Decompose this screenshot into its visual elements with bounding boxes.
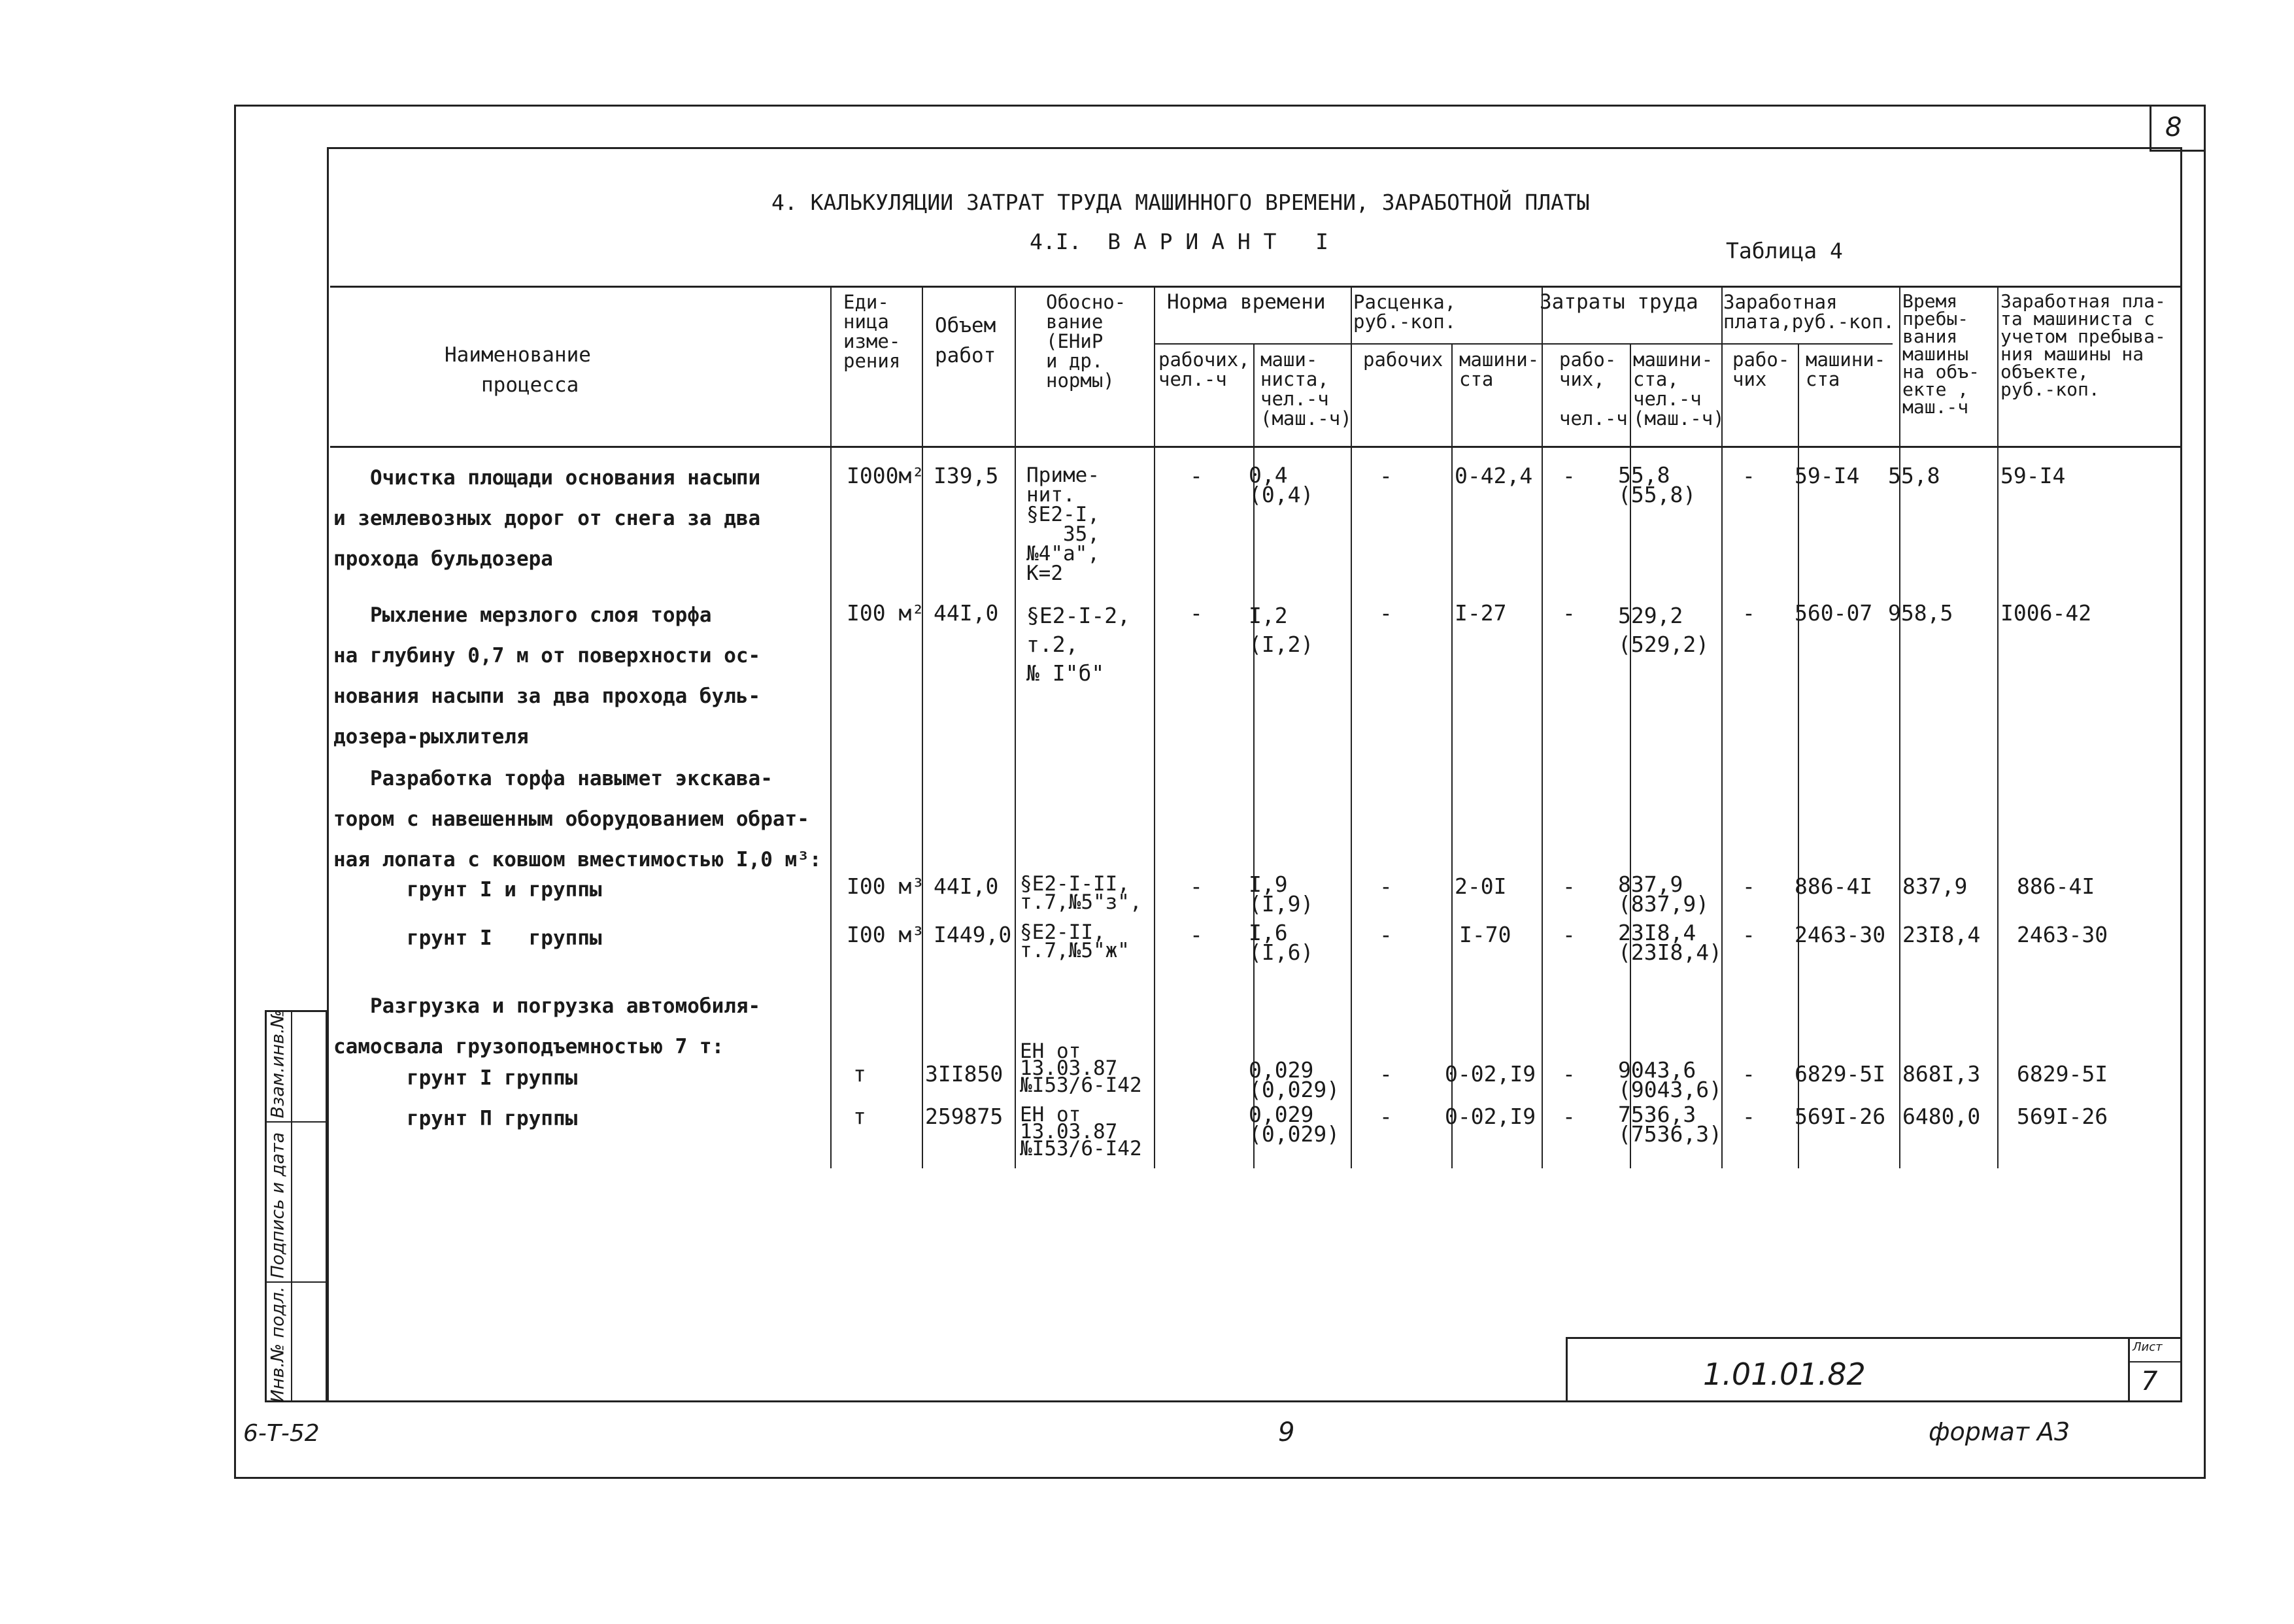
header-wage-workers: рабо- чих xyxy=(1732,348,1790,390)
footer-left: 6-Т-52 xyxy=(243,1420,320,1447)
table-cell-basis: Приме- нит. §Е2-I, 35, №4"а", К=2 xyxy=(1026,464,1100,585)
table-cell-labor-machinist: 837,9 (837,9) xyxy=(1618,871,1710,917)
header-unit: Еди- ница изме- рения xyxy=(843,291,901,372)
table-cell-wage-total: I006-42 xyxy=(2000,600,2092,626)
header-name: Наименование процесса xyxy=(445,343,591,397)
header-stay-time: Время пребы- вания машины на объ- екте , маш.-ч xyxy=(1902,290,1980,418)
table-cell-rate-workers: - xyxy=(1379,873,1392,899)
table-cell-wage-total: 886-4I xyxy=(2017,873,2095,899)
header-wage: Заработная плата,руб.-коп. xyxy=(1723,291,1895,333)
table-cell-norm-workers: - xyxy=(1190,873,1203,899)
table-row-desc: Разгрузка и погрузка автомобиля- самосвала грузоподъемностью 7 т: xyxy=(333,994,761,1058)
table-cell-rate-machinist: 0-02,I9 xyxy=(1445,1104,1536,1129)
table-cell-wage-machinist: 2463-30 xyxy=(1795,922,1886,947)
table-cell-volume: 259875 xyxy=(925,1104,1004,1129)
table-cell-labor-workers: - xyxy=(1562,1104,1576,1129)
table-cell-wage-workers: - xyxy=(1742,463,1755,488)
table-cell-labor-machinist: 9043,6 (9043,6) xyxy=(1618,1057,1722,1102)
table-row-desc: грунт П группы xyxy=(333,1107,578,1130)
table-cell-norm-workers: - xyxy=(1190,463,1203,488)
table-cell-wage-machinist: 886-4I xyxy=(1795,873,1873,899)
document-code: 1.01.01.82 xyxy=(1703,1357,1866,1392)
table-cell-rate-workers: - xyxy=(1379,600,1392,626)
header-rate-workers: рабочих xyxy=(1363,348,1443,371)
page-title: 4. КАЛЬКУЛЯЦИИ ЗАТРАТ ТРУДА МАШИННОГО ВРЕМЕНИ, ЗАРАБОТНОЙ ПЛАТЫ xyxy=(771,190,1590,215)
side-stamp-divider xyxy=(291,1010,292,1402)
table-row-desc: Рыхление мерзлого слоя торфа на глубину 0,7 м от поверхности ос- нования насыпи за два прохода буль- дозера-рыхлителя xyxy=(333,603,761,749)
header-labor-workers: рабо- чих, чел.-ч xyxy=(1559,348,1628,430)
page-subtitle: 4.I. В А Р И А Н Т I xyxy=(1030,229,1328,254)
table-cell-norm-workers: - xyxy=(1190,600,1203,626)
table-cell-unit: I00 м³ xyxy=(847,873,925,899)
table-cell-stay-time: 55,8 xyxy=(1888,463,1940,488)
table-cell-wage-workers: - xyxy=(1742,1061,1755,1087)
table-cell-labor-machinist: 23I8,4 (23I8,4) xyxy=(1618,920,1722,965)
table-cell-stay-time: 837,9 xyxy=(1902,873,1968,899)
table-cell-labor-machinist: 7536,3 (7536,3) xyxy=(1618,1102,1722,1147)
footer-format: формат А3 xyxy=(1929,1417,2070,1446)
table-cell-wage-workers: - xyxy=(1742,873,1755,899)
table-cell-wage-workers: - xyxy=(1742,922,1755,947)
table-cell-wage-machinist: 6829-5I xyxy=(1795,1061,1886,1087)
table-cell-stay-time: 868I,3 xyxy=(1902,1061,1981,1087)
table-cell-norm-machinist: 0,029 (0,029) xyxy=(1249,1057,1340,1102)
col-divider xyxy=(1451,343,1453,1168)
table-cell-basis: §Е2-I-II, т.7,№5"з", xyxy=(1020,872,1142,914)
col-divider xyxy=(1899,286,1900,1168)
sheet-label: Лист xyxy=(2133,1340,2163,1354)
header-rate-machinist: машини- ста xyxy=(1459,348,1540,390)
table-cell-wage-workers: - xyxy=(1742,600,1755,626)
table-cell-unit: I000м² xyxy=(847,463,925,488)
table-cell-stay-time: 958,5 xyxy=(1888,600,1953,626)
side-label: Инв.№ подл. xyxy=(267,1286,288,1403)
col-divider xyxy=(1015,286,1016,1168)
header-rate: Расценка, руб.-коп. xyxy=(1353,291,1457,333)
table-cell-rate-workers: - xyxy=(1379,463,1392,488)
side-label: Взам.инв.№ xyxy=(267,1009,288,1119)
table-cell-unit: I00 м³ xyxy=(847,922,925,947)
table-cell-rate-workers: - xyxy=(1379,922,1392,947)
table-cell-norm-machinist: I,9 (I,9) xyxy=(1249,871,1314,917)
col-divider xyxy=(1154,286,1155,1168)
table-cell-basis: ЕН от 13.03.87 №I53/6-I42 xyxy=(1020,1103,1142,1160)
table-cell-stay-time: 6480,0 xyxy=(1902,1104,1981,1129)
table-cell-rate-workers: - xyxy=(1379,1104,1392,1129)
table-cell-unit: I00 м² xyxy=(847,600,925,626)
table-top-border xyxy=(330,286,2180,288)
table-row-desc: грунт I и группы xyxy=(333,878,602,902)
table-cell-wage-machinist: 569I-26 xyxy=(1795,1104,1886,1129)
table-cell-basis: §Е2-II, т.7,№5"ж" xyxy=(1020,921,1130,962)
table-cell-wage-machinist: 560-07 xyxy=(1795,600,1873,626)
table-cell-basis: ЕН от 13.03.87 №I53/6-I42 xyxy=(1020,1040,1142,1097)
footer-page-number: 9 xyxy=(1278,1417,1295,1447)
header-labor-machinist: машини- ста, чел.-ч (маш.-ч) xyxy=(1633,348,1725,430)
header-bottom-border xyxy=(330,446,2180,448)
table-cell-stay-time: 23I8,4 xyxy=(1902,922,1981,947)
table-cell-basis: §Е2-I-2, т.2, № I"б" xyxy=(1026,603,1130,686)
header-norm-workers: рабочих, чел.-ч xyxy=(1158,348,1250,390)
table-cell-rate-machinist: I-27 xyxy=(1455,600,1507,626)
table-cell-rate-workers: - xyxy=(1379,1061,1392,1087)
table-row-desc: Очистка площади основания насыпи и землевозных дорог от снега за два прохода бульдозера xyxy=(333,466,761,571)
table-cell-labor-machinist: 55,8 (55,8) xyxy=(1618,462,1696,507)
table-cell-volume: 44I,0 xyxy=(934,600,999,626)
table-cell-labor-machinist: 529,2 (529,2) xyxy=(1618,603,1710,657)
table-cell-labor-workers: - xyxy=(1562,600,1576,626)
table-row-desc: грунт I группы xyxy=(333,926,602,950)
table-cell-wage-total: 569I-26 xyxy=(2017,1104,2108,1129)
header-volume: Объем работ xyxy=(935,314,996,367)
table-cell-rate-machinist: 2-0I xyxy=(1455,873,1507,899)
header-wage-machinist: машини- ста xyxy=(1806,348,1886,390)
subheader-border xyxy=(1154,343,1893,345)
table-label: Таблица 4 xyxy=(1726,238,1843,263)
table-cell-volume: I449,0 xyxy=(934,922,1012,947)
table-cell-rate-machinist: 0-02,I9 xyxy=(1445,1061,1536,1087)
table-cell-labor-workers: - xyxy=(1562,873,1576,899)
header-basis: Обосно- вание (ЕНиР и др. нормы) xyxy=(1046,291,1126,392)
table-cell-wage-total: 6829-5I xyxy=(2017,1061,2108,1087)
sheet-number: 7 xyxy=(2141,1366,2158,1396)
side-label: Подпись и дата xyxy=(267,1132,288,1279)
table-cell-volume: 44I,0 xyxy=(934,873,999,899)
col-divider xyxy=(1542,286,1543,1168)
table-cell-volume: I39,5 xyxy=(934,463,999,488)
table-cell-volume: 3II850 xyxy=(925,1061,1004,1087)
col-divider xyxy=(922,286,923,1168)
table-cell-rate-machinist: 0-42,4 xyxy=(1455,463,1533,488)
table-cell-unit: т xyxy=(853,1104,866,1129)
table-cell-norm-machinist: 0,029 (0,029) xyxy=(1249,1102,1340,1147)
table-cell-wage-total: 2463-30 xyxy=(2017,922,2108,947)
table-cell-wage-workers: - xyxy=(1742,1104,1755,1129)
col-divider xyxy=(830,286,832,1168)
code-stamp-divider xyxy=(2128,1337,2130,1402)
code-stamp-divider xyxy=(2128,1361,2182,1362)
table-cell-labor-workers: - xyxy=(1562,922,1576,947)
table-cell-norm-workers: - xyxy=(1190,922,1203,947)
table-cell-rate-machinist: I-70 xyxy=(1459,922,1511,947)
table-cell-labor-workers: - xyxy=(1562,1061,1576,1087)
header-norm: Норма времени xyxy=(1167,290,1326,314)
header-wage-total: Заработная пла- та машиниста с учетом пребыва- ния машины на объекте, руб.-коп. xyxy=(2000,290,2166,400)
table-cell-wage-total: 59-I4 xyxy=(2000,463,2066,488)
table-cell-norm-machinist: I,6 (I,6) xyxy=(1249,920,1314,965)
header-labor: Затраты труда xyxy=(1540,290,1698,314)
code-stamp xyxy=(1566,1337,2182,1402)
page-number-top: 8 xyxy=(2165,112,2182,143)
col-divider xyxy=(1997,286,1999,1168)
table-row-desc: грунт I группы xyxy=(333,1066,578,1090)
header-norm-machinist: маши- ниста, чел.-ч (маш.-ч) xyxy=(1260,348,1352,430)
table-cell-norm-machinist: I,2 (I,2) xyxy=(1249,603,1314,657)
table-cell-wage-machinist: 59-I4 xyxy=(1795,463,1860,488)
table-cell-norm-machinist: 0,4 (0,4) xyxy=(1249,462,1314,507)
table-cell-labor-workers: - xyxy=(1562,463,1576,488)
table-row-desc: Разработка торфа навымет экскава- тором с навешенным оборудованием обрат- ная лопата с ковшом вместимостью I,0 м³: xyxy=(333,767,822,871)
table-cell-unit: т xyxy=(853,1061,866,1087)
